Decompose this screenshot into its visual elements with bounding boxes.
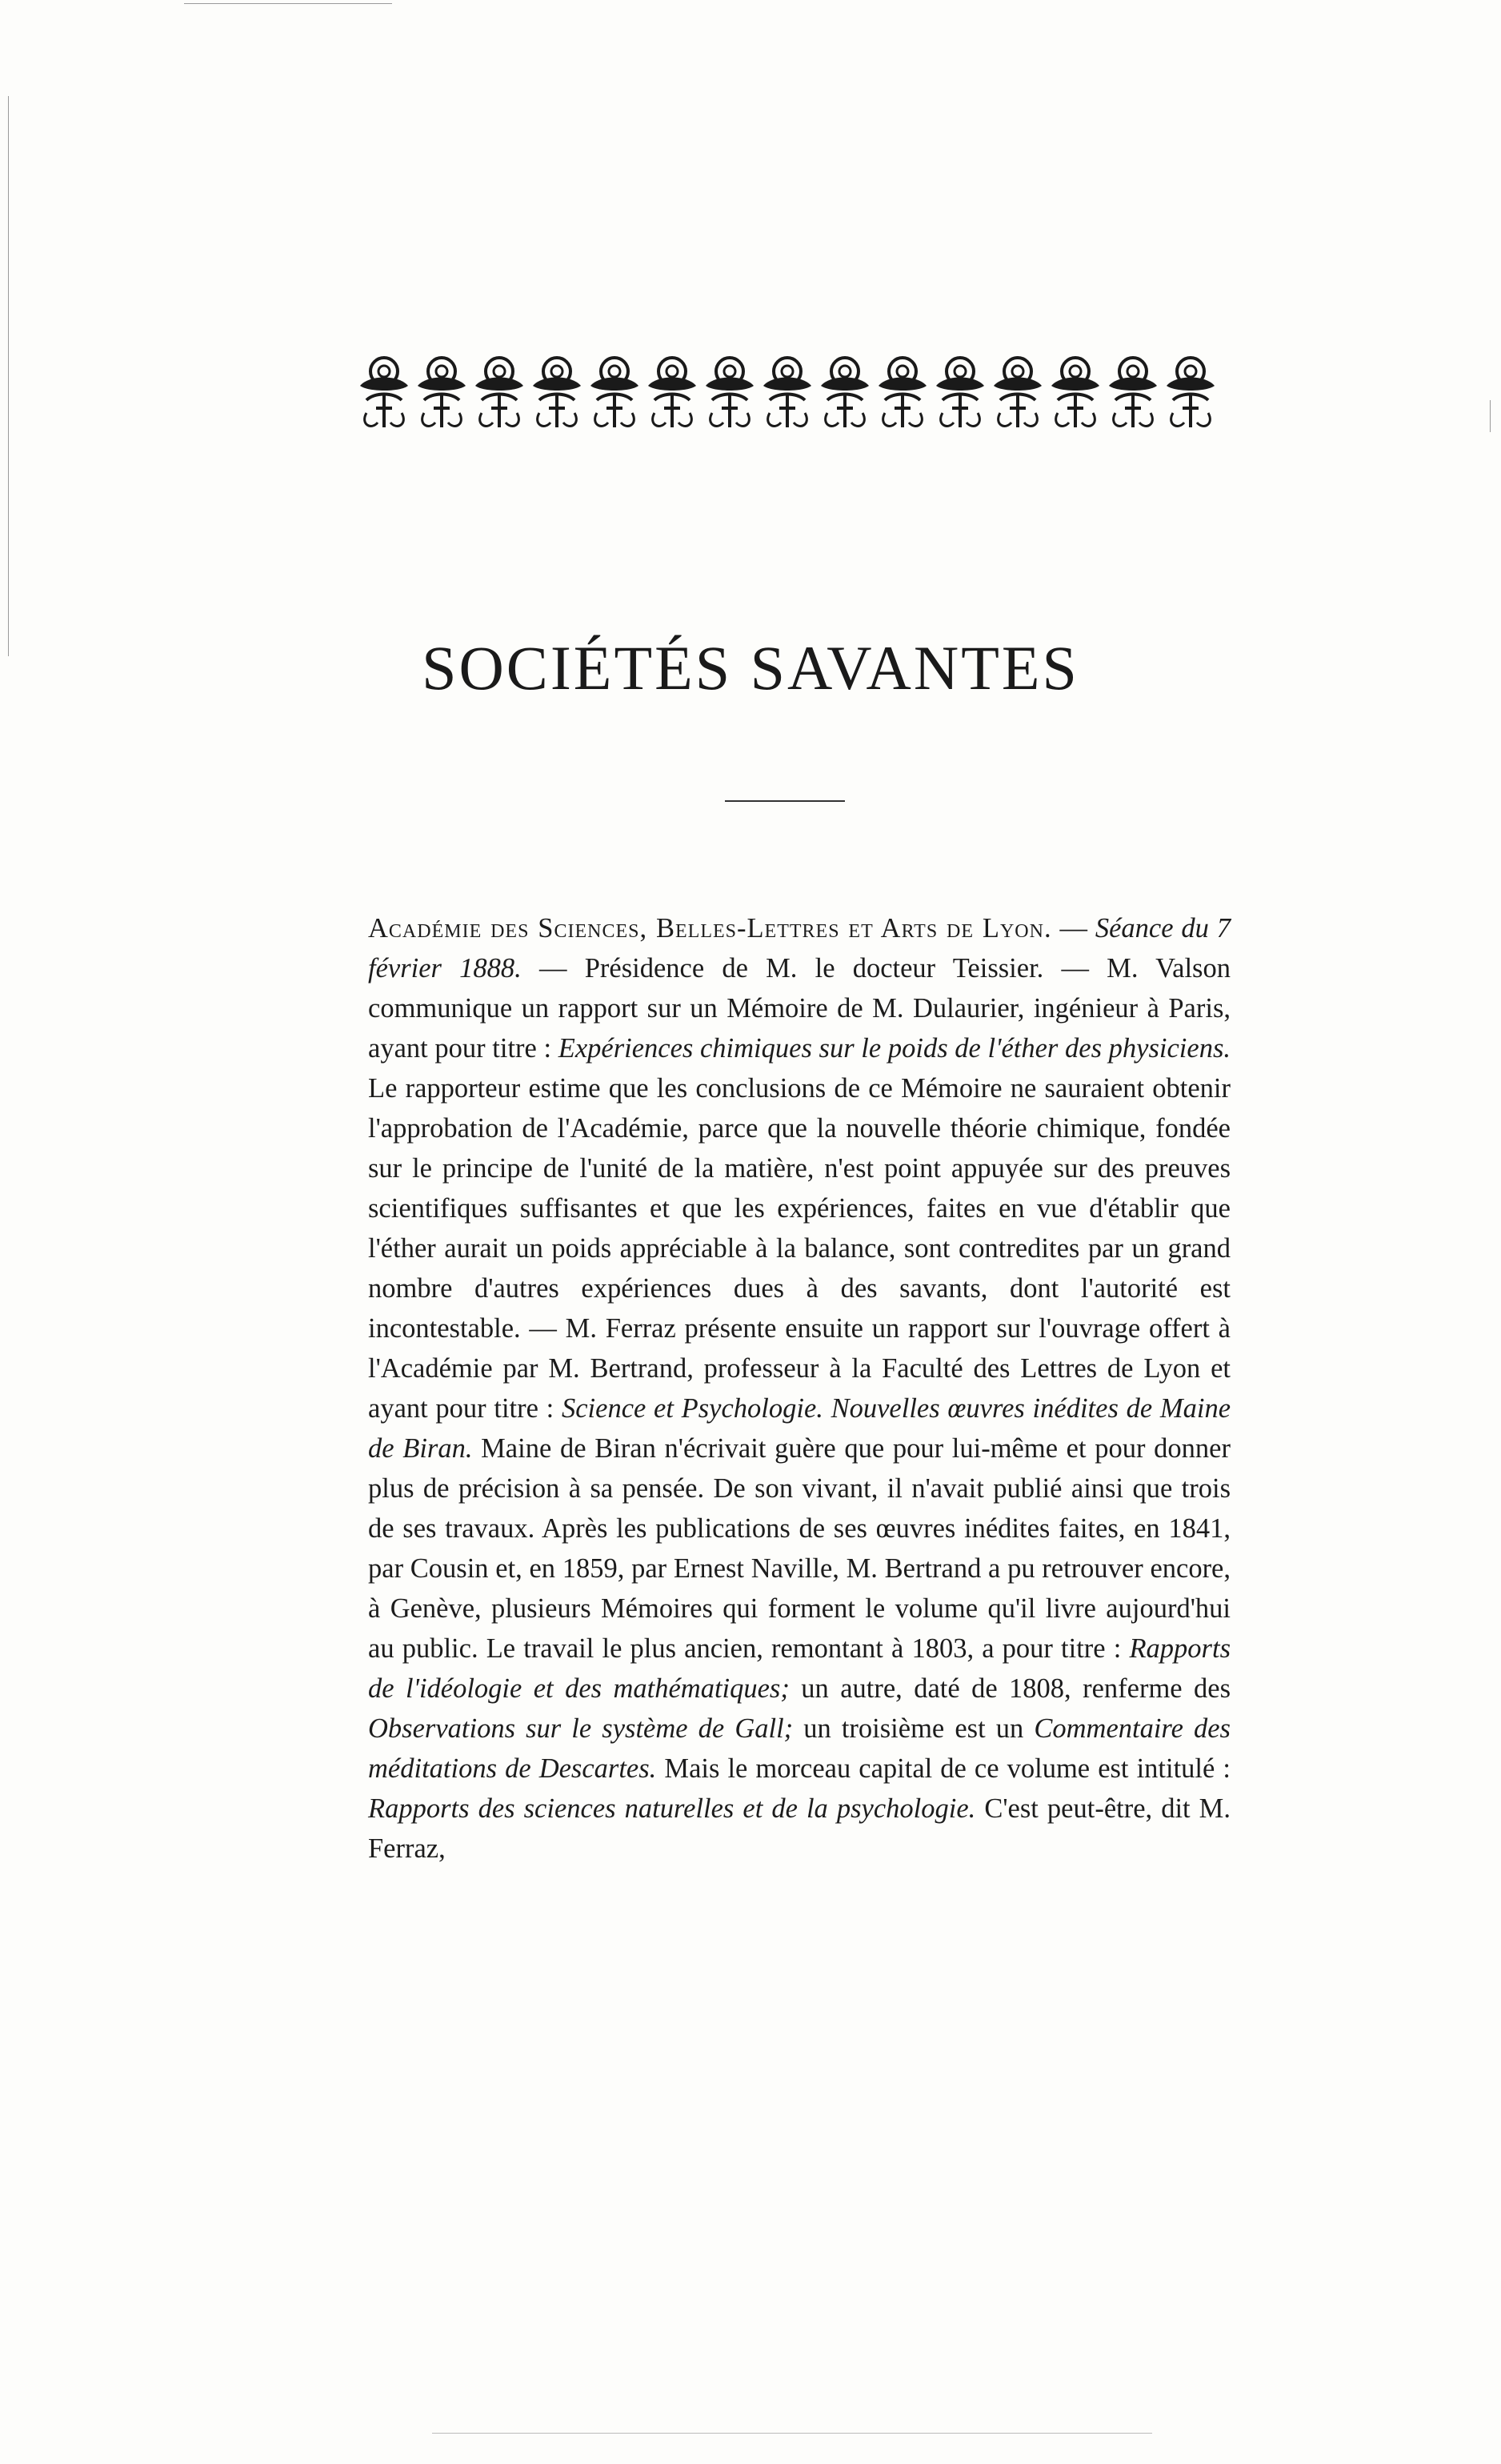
rapports-ideologie-title: Rapports de l'idéologie et des mathématiques; bbox=[368, 1633, 1231, 1704]
memoire-title: Expériences chimiques sur le poids de l'éther des physiciens. bbox=[558, 1033, 1231, 1064]
seance-date: Séance du 7 février 1888. bbox=[368, 913, 1231, 984]
presidence-text: — Présidence de M. le docteur Teissier. — M. Valson communique un rapport sur un Mémoire de M. Dulaurier, ingénieur à Paris, ayant pour titre : bbox=[368, 953, 1231, 1064]
observations-title: Observations sur le système de Gall; bbox=[368, 1713, 794, 1744]
ouvrage-title: Science et Psychologie. Nouvelles œuvres inédites de Maine de Biran. bbox=[368, 1393, 1231, 1464]
scan-edge-right bbox=[1490, 400, 1491, 432]
rapports-sciences-title: Rapports des sciences naturelles et de la psychologie. bbox=[368, 1793, 976, 1824]
bottom-scan-line bbox=[432, 2433, 1152, 2434]
commentaire-title: Commentaire des méditations de Descartes. bbox=[368, 1713, 1231, 1784]
scan-edge-top bbox=[184, 3, 392, 4]
society-name: Académie des Sciences, Belles-Lettres et Arts de Lyon. bbox=[368, 913, 1052, 944]
morceau-text: Mais le morceau capital de ce volume est intitulé : bbox=[656, 1753, 1231, 1784]
rapport-text: Le rapporteur estime que les conclusions de ce Mémoire ne sauraient obtenir l'approbation de l'Académie, parce que la nouvelle théorie chimique, fondée sur le principe de l'unité de la matière, n'est point appuyée sur des preuves scientifiques suffisantes et que les expériences, faites en vue d'établir que l'éther aurait un poids appréciable à la balance, sont contredites par un grand nombre d'autres expériences dues à des savants, dont l'autorité est incontestable. — M. Ferraz présente ensuite un rapport sur l'ouvrage offert à l'Académie par M. Bertrand, professeur à la Faculté des Lettres de Lyon et ayant pour titre : bbox=[368, 1073, 1231, 1424]
page-title: SOCIÉTÉS SAVANTES bbox=[422, 633, 1079, 703]
article-paragraph bbox=[368, 908, 1231, 1869]
biran-text: Maine de Biran n'écrivait guère que pour lui-même et pour donner plus de précision à sa pensée. De son vivant, il n'avait publié ainsi que trois de ses travaux. Après les publications de ses œuvres inédites faites, en 1841, par Cousin et, en 1859, par Ernest Naville, M. Bertrand a pu retrouver encore, à Genève, plusieurs Mémoires qui forment le volume qu'il livre aujourd'hui au public. Le travail le plus ancien, remontant à 1803, a pour titre : bbox=[368, 1433, 1231, 1664]
autre-text: un autre, daté de 1808, renferme des bbox=[789, 1673, 1231, 1704]
title-divider bbox=[725, 800, 845, 802]
scan-edge-left bbox=[8, 96, 9, 656]
dash-separator: — bbox=[1051, 913, 1095, 944]
ornament-band-icon bbox=[355, 351, 1219, 439]
end-text: C'est peut-être, dit M. Ferraz, bbox=[368, 1793, 1231, 1864]
troisieme-text: un troisième est un bbox=[793, 1713, 1035, 1744]
